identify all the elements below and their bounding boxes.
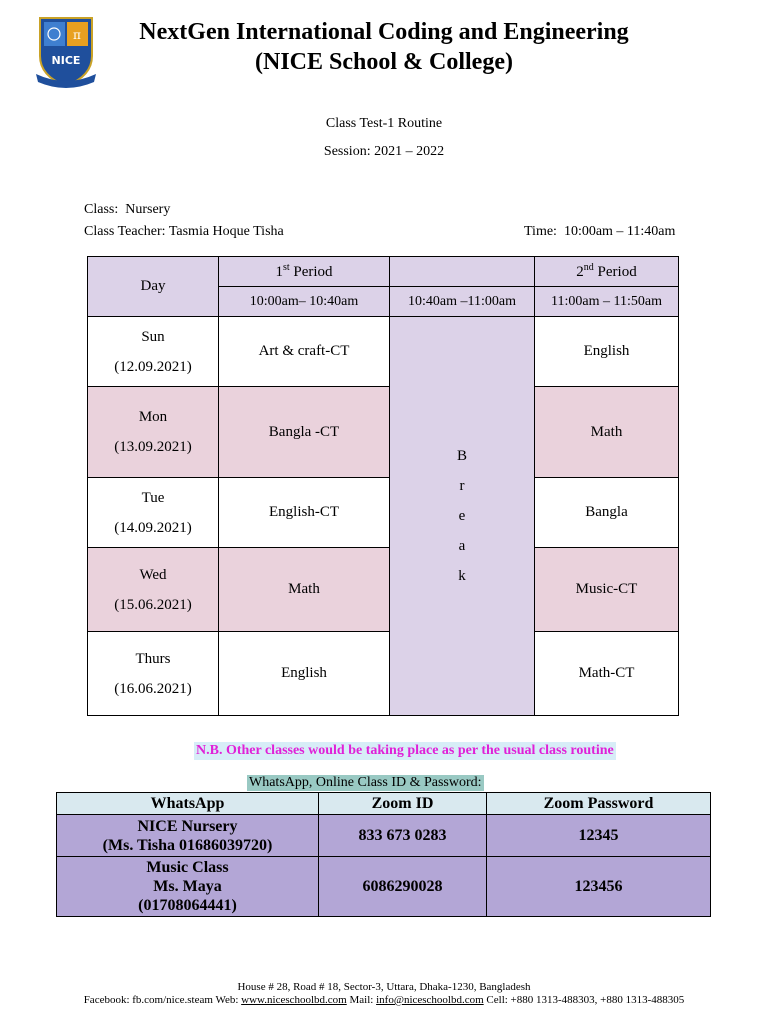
zoom-id: 833 673 0283 (319, 815, 487, 857)
zoom-password-column-header: Zoom Password (487, 793, 711, 815)
zoom-password: 12345 (487, 815, 711, 857)
website-link[interactable]: www.niceschoolbd.com (241, 994, 347, 1006)
period2-cell: English (535, 317, 679, 387)
svg-text:π: π (73, 28, 81, 42)
school-title-line2: (NICE School & College) (255, 49, 513, 75)
period2-cell: Math-CT (535, 632, 679, 716)
email-link[interactable]: info@niceschoolbd.com (376, 994, 484, 1006)
contact-name: Music Class Ms. Maya (01708064441) (57, 857, 319, 917)
period1-header: 1st Period (219, 257, 390, 287)
table-row (88, 317, 679, 387)
footer-facebook: Facebook: fb.com/nice.steam Web: (83, 994, 242, 1006)
period1-cell: English (219, 632, 390, 716)
time-line: Time: 10:00am – 11:40am (524, 224, 676, 239)
period1-cell: Art & craft-CT (219, 317, 390, 387)
break-header (390, 257, 535, 287)
teacher-line: Class Teacher: Tasmia Hoque Tisha (84, 224, 284, 239)
session-line: Session: 2021 – 2022 (323, 144, 445, 159)
routine-table (87, 256, 679, 716)
day-header: Day (88, 257, 219, 317)
zoom-id-column-header: Zoom ID (319, 793, 487, 815)
break-cell (390, 317, 535, 716)
note-text: N.B. Other classes would be taking place as per the usual class routine (196, 743, 614, 758)
table-row (88, 387, 679, 478)
break-time: 10:40am –11:00am (390, 287, 535, 317)
zoom-password: 123456 (487, 857, 711, 917)
table-row (88, 548, 679, 632)
period2-time: 11:00am – 11:50am (535, 287, 679, 317)
table-row (88, 478, 679, 548)
table-row (88, 632, 679, 716)
footer-contacts (0, 994, 768, 1006)
whatsapp-header: WhatsApp, Online Class ID & Password: (249, 775, 482, 790)
period1-cell: English-CT (219, 478, 390, 548)
day-cell: Tue (14.09.2021) (88, 478, 219, 548)
table-row (57, 815, 711, 857)
whatsapp-column-header: WhatsApp (57, 793, 319, 815)
footer-address: House # 28, Road # 18, Sector-3, Uttara, Dhaka-1230, Bangladesh (237, 981, 531, 993)
zoom-id: 6086290028 (319, 857, 487, 917)
table-row (57, 857, 711, 917)
period2-cell: Math (535, 387, 679, 478)
school-logo (34, 14, 98, 90)
period1-time: 10:00am– 10:40am (219, 287, 390, 317)
break-word: B r e a k (456, 448, 467, 584)
day-cell: Mon (13.09.2021) (88, 387, 219, 478)
logo-text: NICE (51, 54, 81, 67)
period2-cell: Bangla (535, 478, 679, 548)
period1-cell: Math (219, 548, 390, 632)
school-title-line1: NextGen International Coding and Engineering (139, 19, 629, 45)
day-cell: Sun (12.09.2021) (88, 317, 219, 387)
footer-cell: Cell: +880 1313-488303, +880 1313-488305 (483, 994, 685, 1006)
routine-title: Class Test-1 Routine (325, 116, 443, 131)
period1-cell: Bangla -CT (219, 387, 390, 478)
class-line: Class: Nursery (84, 202, 171, 217)
footer-mail-label: Mail: (346, 994, 377, 1006)
school-title (100, 17, 668, 77)
period2-header: 2nd Period (535, 257, 679, 287)
day-cell: Thurs (16.06.2021) (88, 632, 219, 716)
period2-cell: Music-CT (535, 548, 679, 632)
contact-name: NICE Nursery (Ms. Tisha 01686039720) (57, 815, 319, 857)
contact-table (56, 792, 711, 917)
day-cell: Wed (15.06.2021) (88, 548, 219, 632)
